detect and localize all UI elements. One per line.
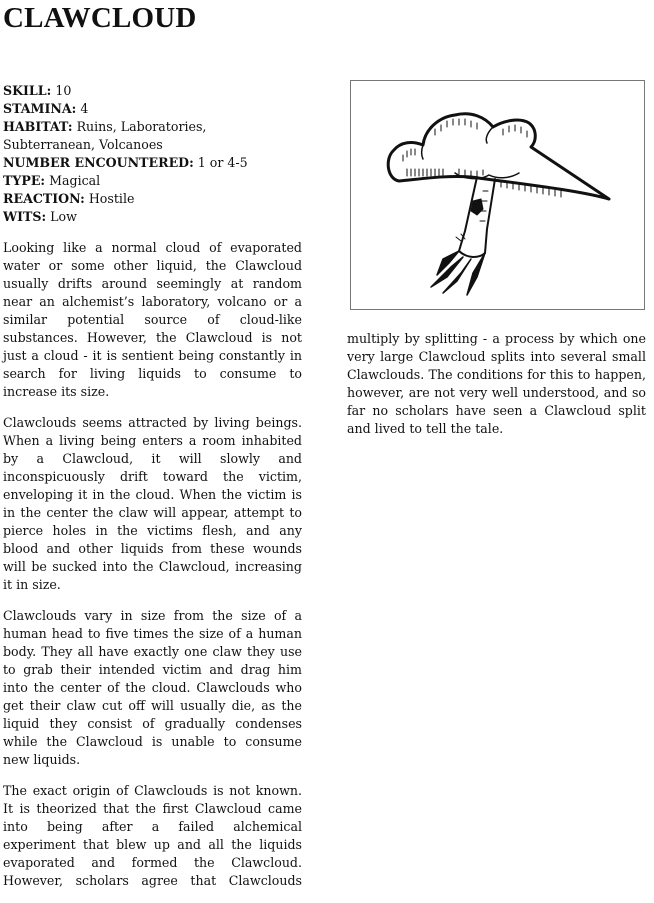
stat-number-encountered [3,154,302,172]
page-title: CLAWCLOUD [3,2,197,34]
stat-block [3,82,302,226]
right-column [347,330,646,451]
stat-label: SKILL: [3,83,52,98]
stat-stamina [3,100,302,118]
stat-value: Ruins, Laboratories, Subterranean, Volcanoes [3,119,207,152]
body-paragraph: Looking like a normal cloud of evaporated water or some other liquid, the Clawcloud usually drifts around seemingly at random near an alchemist’s laboratory, volcano or a similar potential source of cloud-like substances. However, the Clawcloud is not just a cloud - it is sentient being constantly in search for living liquids to consume to increase its size. [3,240,302,399]
clawcloud-figure [350,80,645,310]
body-paragraph: Clawclouds vary in size from the size of a human head to five times the size of a human body. They all have exactly one claw they use to grab their intended victim and drag him into the center of the cloud. Clawclouds who get their claw cut off will usually die, as the liquid they consist of gradually condenses while the Clawcloud is unable to consume new liquids. [3,608,302,767]
claw-talon [467,253,485,295]
stat-type [3,172,302,190]
stat-wits [3,208,302,226]
stat-label: HABITAT: [3,119,73,134]
clawcloud-illustration-icon [351,81,643,308]
stat-skill [3,82,302,100]
stat-value: 1 or 4-5 [197,155,248,170]
left-column [3,82,302,903]
claw-knuckles [459,251,485,257]
stat-label: WITS: [3,209,47,224]
stat-habitat [3,118,302,154]
stat-reaction [3,190,302,208]
body-paragraph: Clawclouds seems attracted by living beings. When a living being enters a room inhabited by a Clawcloud, it will slowly and inconspicuously drift toward the victim, enveloping it in the cloud. When the victim is in the center the claw will appear, attempt to pierce holes in the victims flesh, and any blood and other liquids from these wounds will be sucked into the Clawcloud, increasing it in size. [3,415,302,592]
stat-label: TYPE: [3,173,46,188]
stat-label: STAMINA: [3,101,77,116]
stat-value: 10 [55,83,72,98]
stat-label: REACTION: [3,191,85,206]
stat-label: NUMBER ENCOUNTERED: [3,155,194,170]
arm-patch [471,199,483,215]
stat-value: Magical [49,173,101,188]
stat-value: Low [50,209,77,224]
stat-value: 4 [80,101,89,116]
body-paragraph: multiply by splitting - a process by which one very large Clawcloud splits into several small Clawclouds. The conditions for this to happen, however, are not very well understood, and so far no scholars have seen a Clawcloud split and lived to tell the tale. [347,331,646,436]
body-paragraph: The exact origin of Clawclouds is not known. It is theorized that the first Clawcloud came into being after a failed alchemical experiment that blew up and all the liquids evaporated and formed the Clawcloud. However, scholars agree that Clawclouds [3,783,302,888]
stat-value: Hostile [88,191,135,206]
